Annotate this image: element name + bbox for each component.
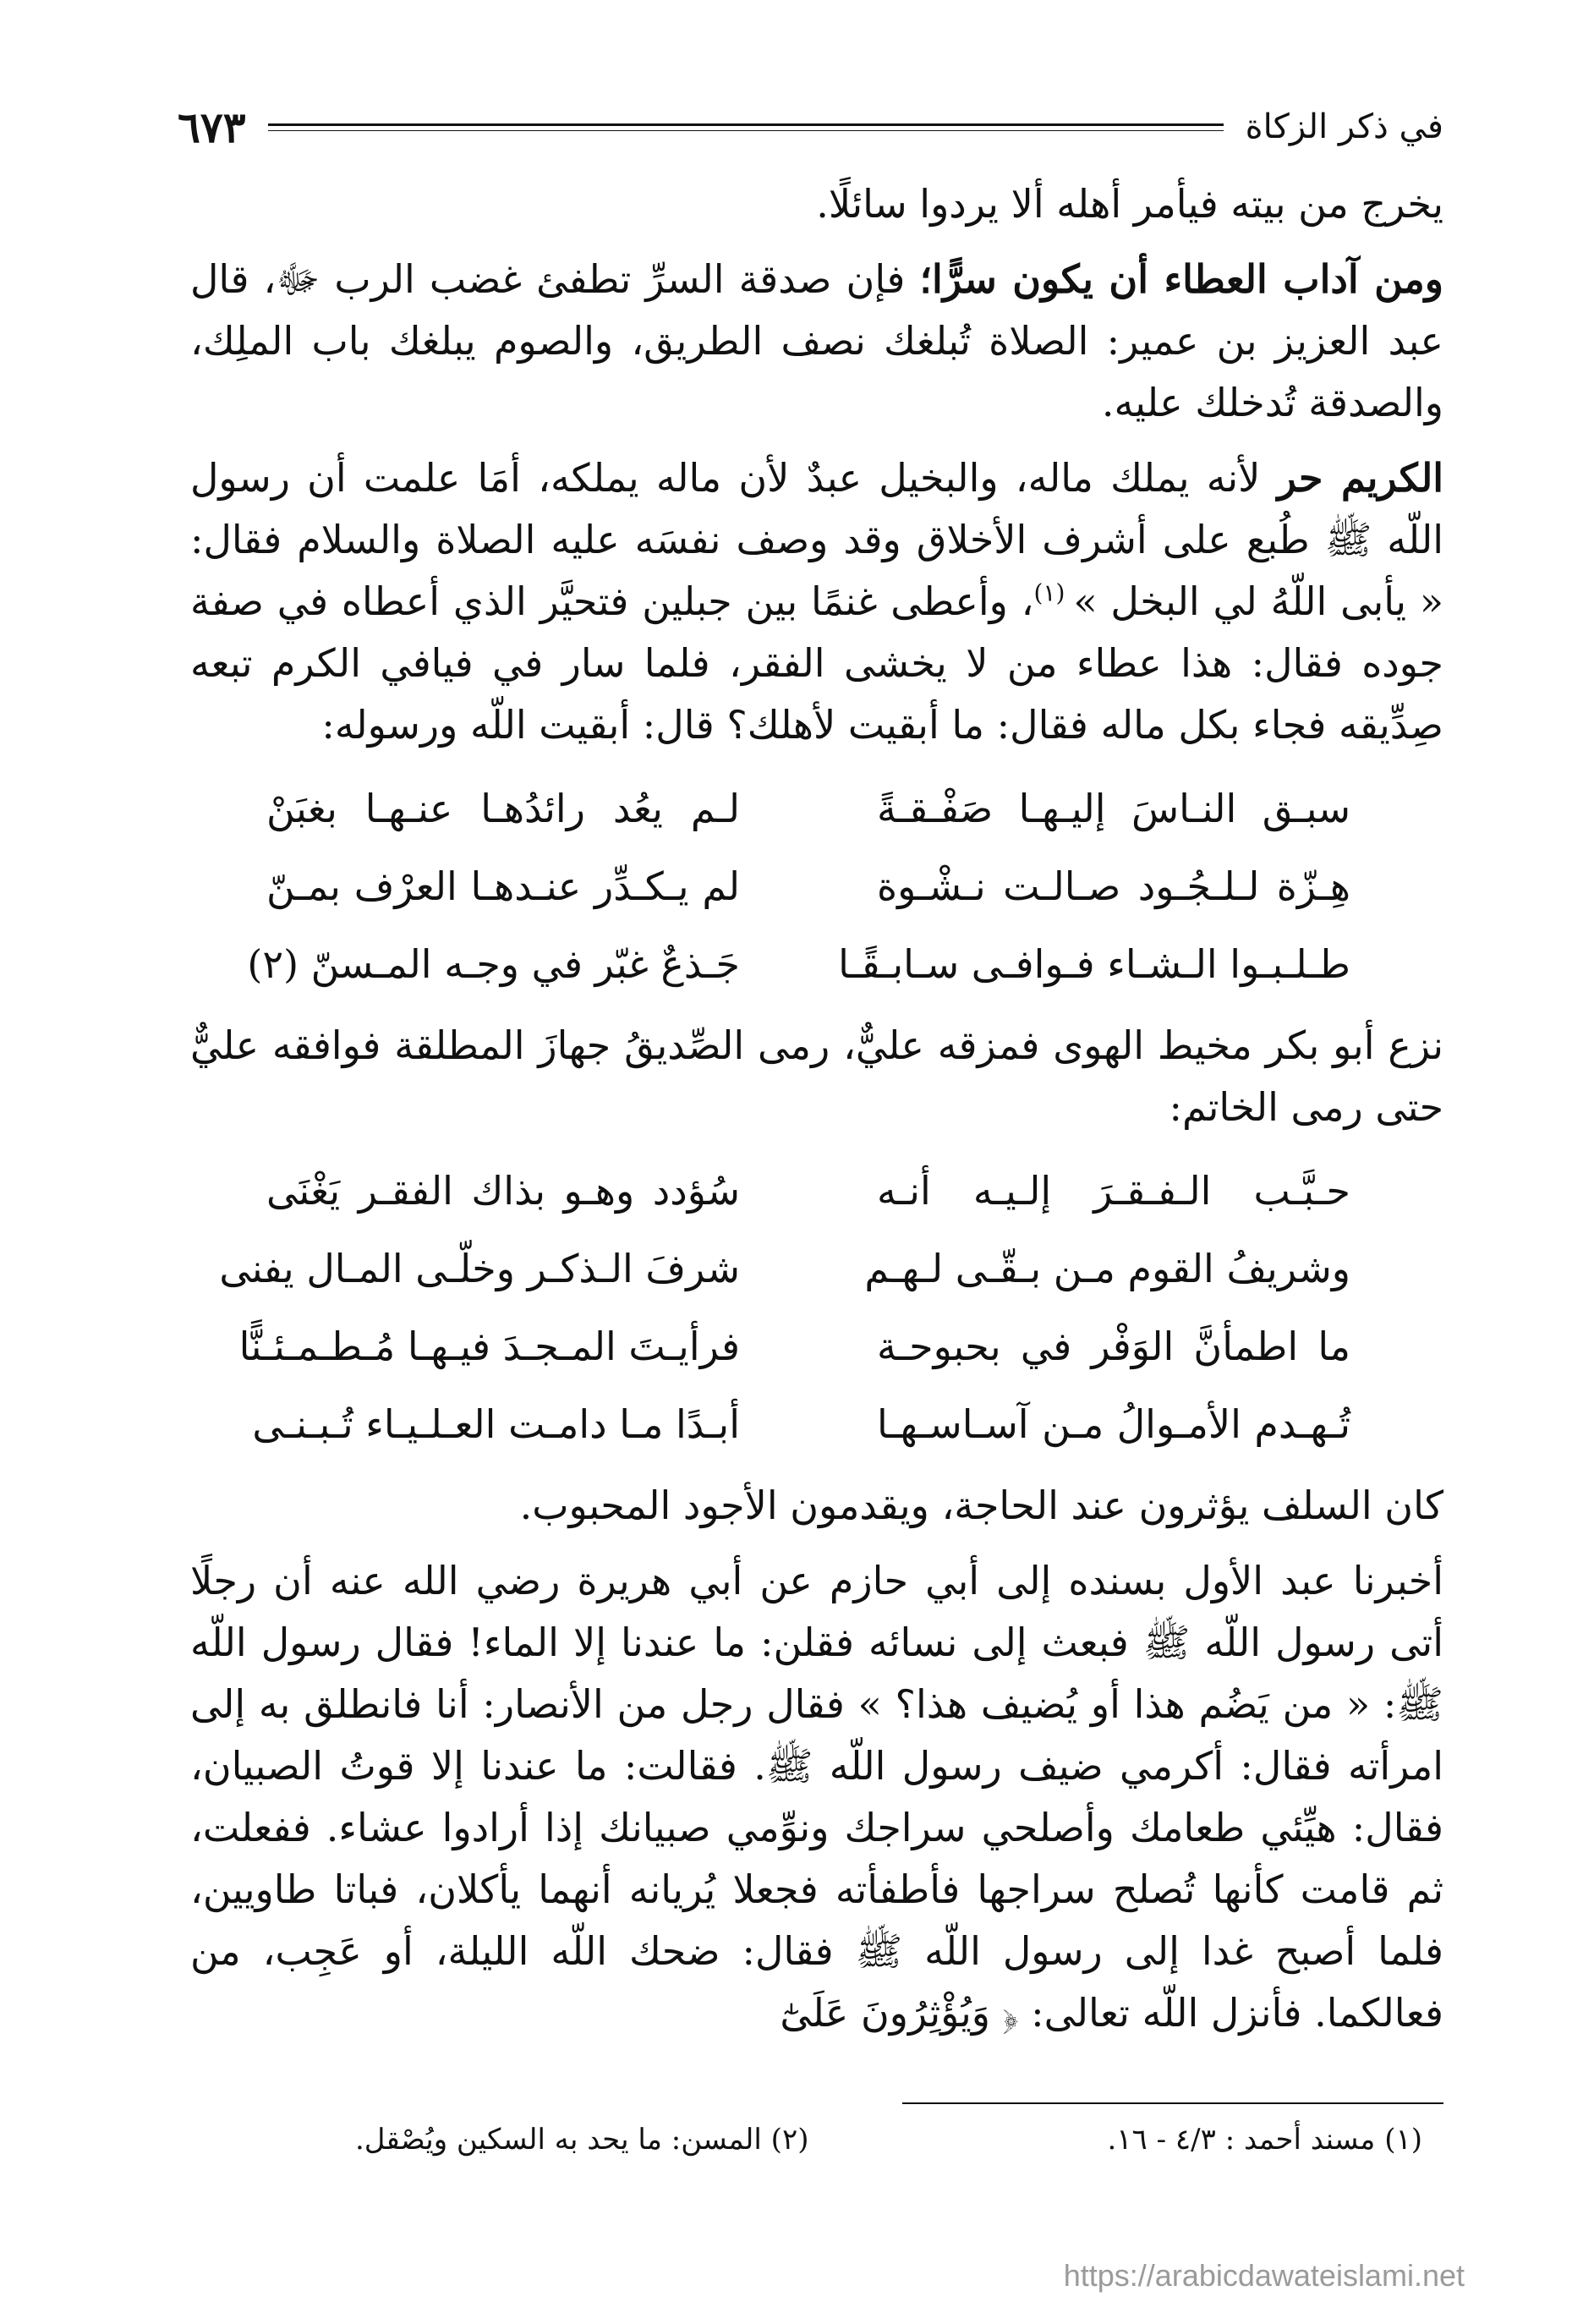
verse bbox=[190, 847, 1443, 925]
verse bbox=[190, 1385, 1443, 1463]
paragraph-lead: الكريم حر bbox=[1277, 455, 1444, 501]
verse bbox=[190, 1230, 1443, 1307]
paragraph-lead: ومن آداب العطاء أن يكون سرًّا؛ bbox=[919, 256, 1443, 302]
verse-second-hemistich: فرأيـتَ المـجـدَ فيـهـا مُـطـمـئـنًّا bbox=[238, 1323, 740, 1369]
verse-second-hemistich: جَـذعٌ غبّر في وجـه المـسنّ (٢) bbox=[247, 940, 740, 987]
verse-second-hemistich: لم يـكـدِّر عنـدهـا العرْف بمـنّ bbox=[266, 863, 740, 909]
paragraph-text: ، وأعطى غنمًا بين جبلين فتحيَّر الذي أعطاه في صفة جوده فقال: هذا عطاء من لا يخشى الفقر، فلما سار في فيافي الكرم تبعه صِدِّيقه فجاء بكل ماله فقال: ما أبقيت لأهلك؟ قال: أبقيت اللّه ورسوله: bbox=[190, 578, 1443, 748]
paragraph-text: لأنه يملك ماله، والبخيل عبدٌ لأن ماله يملكه، أمَا علمت أن رسول اللّه ﷺ طُبع على أشرف الأخلاق وقد وصف نفسَه عليه الصلاة والسلام فقال: « يأبى اللّهُ لي البخل » bbox=[190, 455, 1444, 624]
verse-first-hemistich: تُـهـدم الأمـوالُ مـن آسـاسـهـا bbox=[877, 1400, 1350, 1447]
running-title: في ذكر الزكاة bbox=[1245, 107, 1443, 146]
poem bbox=[190, 1152, 1443, 1463]
footnote-rule bbox=[902, 2102, 1443, 2104]
verse-first-hemistich: هِـزّة لـلـجُـود صـالـت نـشْـوة bbox=[877, 863, 1350, 909]
verse bbox=[190, 1152, 1443, 1230]
paragraph-text: يخرج من بيته فيأمر أهله ألا يردوا سائلًا. bbox=[816, 181, 1443, 227]
verse-second-hemistich: لـم يعُد رائدُهـا عنـهـا بغبَنْ bbox=[266, 785, 740, 831]
footnote-ref: (١) bbox=[1033, 578, 1074, 607]
paragraph bbox=[190, 173, 1443, 235]
paragraph bbox=[190, 1550, 1443, 2044]
paragraph bbox=[190, 1475, 1443, 1537]
verse bbox=[190, 1307, 1443, 1385]
verse-second-hemistich: سُؤدد وهـو بذاك الفقـر يَغْنَى bbox=[266, 1167, 740, 1214]
paragraph bbox=[190, 249, 1443, 434]
paragraph bbox=[190, 447, 1443, 756]
footnotes bbox=[355, 2123, 1422, 2157]
watermark-url: https://arabicdawateislami.net bbox=[1063, 2258, 1465, 2293]
poem bbox=[190, 770, 1443, 1003]
verse-first-hemistich: سبـق النـاسَ إليـهـا صَفْـقـةً bbox=[877, 785, 1350, 831]
paragraph-text: فإن صدقة السرِّ تطفئ غضب الرب ﷻ، قال عبد العزيز بن عمير: الصلاة تُبلغك نصف الطريق، والصوم يبلغك باب الملِك، والصدقة تُدخلك عليه. bbox=[190, 256, 1443, 425]
header-rule bbox=[268, 123, 1224, 131]
page-number: ٦٧٣ bbox=[178, 101, 246, 152]
footnote-2: (٢) المسن: ما يحد به السكين ويُصْقل. bbox=[355, 2123, 809, 2157]
verse-first-hemistich: ما اطمأنَّ الوَفْر في بحبوحـة bbox=[877, 1323, 1350, 1369]
verse bbox=[190, 925, 1443, 1003]
footnote-1: (١) مسند أحمد : ٤/٣ - ١٦. bbox=[1107, 2123, 1422, 2157]
page-header bbox=[178, 101, 1443, 152]
verse-second-hemistich: شرفَ الـذكـر وخلّـى المـال يفنى bbox=[219, 1245, 740, 1291]
paragraph-text: كان السلف يؤثرون عند الحاجة، ويقدمون الأجود المحبوب. bbox=[519, 1483, 1443, 1528]
verse-first-hemistich: طـلـبـوا الـشـاء فـوافـى سـابـقًـا bbox=[838, 940, 1350, 987]
paragraph-text: أخبرنا عبد الأول بسنده إلى أبي حازم عن أبي هريرة رضي الله عنه أن رجلًا أتى رسول اللّه ﷺ فبعث إلى نسائه فقلن: ما عندنا إلا الماء! فقال رسول اللّه ﷺ: « من يَضُم هذا أو يُضيف هذا؟ » فقال رجل من الأنصار: أنا فانطلق به إلى امرأته فقال: أكرمي ضيف رسول اللّه ﷺ. فقالت: ما عندنا إلا قوتُ الصبيان، فقال: هيِّئي طعامك وأصلحي سراجك ونوِّمي صبيانك إذا أرادوا عشاء. ففعلت، ثم قامت كأنها تُصلح سراجها فأطفأته فجعلا يُريانه أنهما يأكلان، فباتا طاويين، فلما أصبح غدا إلى رسول اللّه ﷺ فقال: ضحك اللّه الليلة، أو عَجِب، من فعالكما. فأنزل اللّه تعالى: ﴿ وَيُؤْثِرُونَ عَلَىٰٓ bbox=[190, 1558, 1443, 2036]
paragraph-text: نزع أبو بكر مخيط الهوى فمزقه عليٌّ، رمى الصِّديقُ جهازَ المطلقة فوافقه عليٌّ حتى رمى الخاتم: bbox=[190, 1022, 1443, 1130]
verse-first-hemistich: وشريفُ القوم مـن بـقّـى لـهـم bbox=[864, 1245, 1350, 1291]
verse-second-hemistich: أبـدًا مـا دامـت العـلـيـاء تُـبـنـى bbox=[252, 1400, 740, 1447]
paragraph bbox=[190, 1015, 1443, 1138]
verse-first-hemistich: حـبَّـب الـفـقـرَ إلـيـه أنـه bbox=[877, 1167, 1350, 1214]
page-body bbox=[190, 173, 1443, 2058]
verse bbox=[190, 770, 1443, 847]
